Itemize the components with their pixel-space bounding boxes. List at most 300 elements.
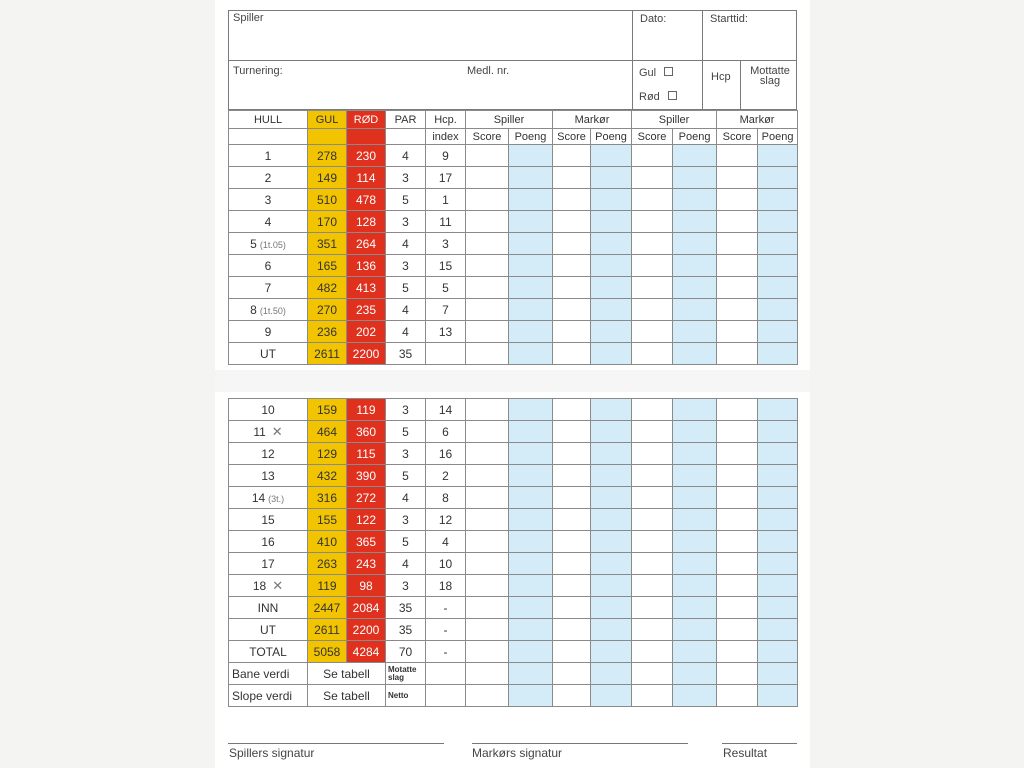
hole-number-cell (229, 553, 308, 575)
poeng-cell[interactable] (591, 487, 632, 509)
hole-number: 12 (261, 446, 275, 461)
total-row (229, 619, 798, 641)
score-cell[interactable] (717, 299, 758, 321)
score-cell[interactable] (553, 399, 591, 421)
hole-mark: ✕ (271, 423, 283, 439)
poeng-cell[interactable] (509, 575, 553, 597)
poeng-cell[interactable] (758, 619, 798, 641)
score-cell[interactable] (466, 553, 509, 575)
score-cell[interactable] (466, 211, 509, 233)
poeng-cell[interactable] (591, 145, 632, 167)
par-cell: 5 (386, 189, 426, 211)
poeng-cell[interactable] (509, 255, 553, 277)
poeng-cell[interactable] (509, 299, 553, 321)
poeng-cell[interactable] (673, 211, 717, 233)
score-cell[interactable] (632, 399, 673, 421)
score-cell[interactable] (632, 343, 673, 365)
bane-verdi-row-label: Bane verdi (229, 663, 308, 685)
hole-number: 6 (264, 258, 272, 273)
score-cell[interactable] (466, 619, 509, 641)
starttid-field-label: Starttid: (710, 13, 748, 25)
score-cell[interactable] (717, 531, 758, 553)
poeng-cell[interactable] (591, 277, 632, 299)
poeng-cell[interactable] (591, 685, 632, 707)
score-cell[interactable] (466, 575, 509, 597)
score-cell[interactable] (553, 619, 591, 641)
poeng-cell[interactable] (758, 487, 798, 509)
poeng-cell[interactable] (591, 255, 632, 277)
score-cell[interactable] (553, 531, 591, 553)
poeng-cell[interactable] (758, 321, 798, 343)
score-cell[interactable] (632, 255, 673, 277)
rod-checkbox[interactable] (668, 91, 677, 100)
gul-length-cell: 129 (308, 443, 347, 465)
poeng-cell[interactable] (591, 189, 632, 211)
poeng-cell[interactable] (509, 553, 553, 575)
score-cell[interactable] (717, 145, 758, 167)
score-cell[interactable] (717, 399, 758, 421)
poeng-cell[interactable] (591, 211, 632, 233)
poeng-cell[interactable] (673, 597, 717, 619)
hole-row (229, 321, 798, 343)
score-cell[interactable] (553, 575, 591, 597)
score-cell[interactable] (553, 641, 591, 663)
poeng-cell[interactable] (673, 443, 717, 465)
poeng-cell[interactable] (673, 619, 717, 641)
score-cell[interactable] (553, 211, 591, 233)
slope-verdi-row-label: Slope verdi (229, 685, 308, 707)
score-cell[interactable] (717, 421, 758, 443)
bane-verdi-row-note: Motatte slag (386, 663, 426, 685)
poeng-cell[interactable] (758, 167, 798, 189)
hole-number: 14 (251, 490, 266, 505)
score-cell[interactable] (466, 663, 509, 685)
hole-number-cell (229, 465, 308, 487)
poeng-cell[interactable] (758, 443, 798, 465)
poeng-cell[interactable] (673, 553, 717, 575)
hole-number-cell (229, 509, 308, 531)
poeng-cell[interactable] (673, 343, 717, 365)
score-cell[interactable] (466, 167, 509, 189)
poeng-cell[interactable] (509, 321, 553, 343)
poeng-cell[interactable] (758, 465, 798, 487)
score-cell[interactable] (632, 167, 673, 189)
gul-checkbox[interactable] (664, 67, 673, 76)
score-cell[interactable] (717, 233, 758, 255)
poeng-cell[interactable] (591, 321, 632, 343)
slope-verdi-row-value: Se tabell (308, 685, 386, 707)
score-cell[interactable] (466, 421, 509, 443)
column-header-row (229, 111, 798, 129)
score-cell[interactable] (553, 233, 591, 255)
score-cell[interactable] (717, 321, 758, 343)
poeng-cell[interactable] (758, 685, 798, 707)
hole-mark: ✕ (272, 577, 284, 593)
poeng-cell[interactable] (591, 509, 632, 531)
gul-length-cell: 119 (308, 575, 347, 597)
hcp-index-cell: 15 (426, 255, 466, 277)
score-cell[interactable] (717, 597, 758, 619)
hole-number: 17 (261, 556, 275, 571)
poeng-cell[interactable] (591, 641, 632, 663)
score-cell[interactable] (632, 211, 673, 233)
total-label-cell: TOTAL (229, 641, 308, 663)
score-cell[interactable] (553, 685, 591, 707)
rod-label: Rød (639, 91, 660, 103)
col-score: Score (717, 129, 758, 145)
poeng-cell[interactable] (591, 233, 632, 255)
col-markor-2: Markør (717, 111, 798, 129)
col-score: Score (466, 129, 509, 145)
hole-number-cell (229, 189, 308, 211)
score-cell[interactable] (632, 299, 673, 321)
par-cell: 3 (386, 399, 426, 421)
gul-length-cell: 270 (308, 299, 347, 321)
gul-length-cell: 316 (308, 487, 347, 509)
rod-total-cell: 2200 (347, 619, 386, 641)
poeng-cell[interactable] (673, 189, 717, 211)
score-cell[interactable] (466, 145, 509, 167)
poeng-cell[interactable] (758, 553, 798, 575)
hole-number: 3 (264, 192, 272, 207)
poeng-cell[interactable] (673, 465, 717, 487)
score-cell[interactable] (632, 641, 673, 663)
score-cell[interactable] (553, 145, 591, 167)
poeng-cell[interactable] (758, 343, 798, 365)
hcp-index-cell: 3 (426, 233, 466, 255)
poeng-cell[interactable] (758, 575, 798, 597)
score-cell[interactable] (553, 465, 591, 487)
poeng-cell[interactable] (509, 167, 553, 189)
score-cell[interactable] (632, 619, 673, 641)
poeng-cell[interactable] (758, 211, 798, 233)
hole-number: 13 (261, 468, 275, 483)
score-cell[interactable] (717, 553, 758, 575)
poeng-cell[interactable] (758, 509, 798, 531)
poeng-cell[interactable] (509, 343, 553, 365)
poeng-cell[interactable] (673, 509, 717, 531)
poeng-cell[interactable] (758, 399, 798, 421)
front-nine-table (228, 110, 798, 365)
score-cell[interactable] (553, 597, 591, 619)
score-cell[interactable] (632, 321, 673, 343)
poeng-cell[interactable] (591, 531, 632, 553)
poeng-cell[interactable] (509, 465, 553, 487)
score-cell[interactable] (717, 465, 758, 487)
poeng-cell[interactable] (509, 211, 553, 233)
poeng-cell[interactable] (758, 277, 798, 299)
poeng-cell[interactable] (591, 399, 632, 421)
poeng-cell[interactable] (591, 465, 632, 487)
col-index: index (426, 129, 466, 145)
score-cell[interactable] (466, 487, 509, 509)
hole-row (229, 465, 798, 487)
score-cell[interactable] (466, 685, 509, 707)
score-cell[interactable] (717, 277, 758, 299)
score-cell[interactable] (466, 255, 509, 277)
par-cell: 5 (386, 465, 426, 487)
hole-number: 10 (261, 402, 275, 417)
score-cell[interactable] (632, 443, 673, 465)
poeng-cell[interactable] (591, 443, 632, 465)
score-cell[interactable] (466, 343, 509, 365)
score-cell[interactable] (632, 685, 673, 707)
col-par: PAR (386, 111, 426, 129)
par-cell: 3 (386, 509, 426, 531)
score-cell[interactable] (632, 575, 673, 597)
score-cell[interactable] (717, 255, 758, 277)
mottatte-slag-label: Mottatte slag (750, 65, 790, 87)
score-cell[interactable] (553, 189, 591, 211)
poeng-cell[interactable] (509, 685, 553, 707)
poeng-cell[interactable] (758, 663, 798, 685)
hole-row (229, 509, 798, 531)
score-cell[interactable] (717, 443, 758, 465)
gul-length-cell: 155 (308, 509, 347, 531)
score-cell[interactable] (553, 167, 591, 189)
col-score: Score (553, 129, 591, 145)
score-cell[interactable] (632, 233, 673, 255)
poeng-cell[interactable] (509, 663, 553, 685)
score-cell[interactable] (717, 641, 758, 663)
poeng-cell[interactable] (509, 619, 553, 641)
poeng-cell[interactable] (758, 299, 798, 321)
par-cell: 3 (386, 443, 426, 465)
hole-row (229, 531, 798, 553)
gul-length-cell: 149 (308, 167, 347, 189)
total-row (229, 597, 798, 619)
rod-total-cell: 2084 (347, 597, 386, 619)
gul-length-cell: 510 (308, 189, 347, 211)
poeng-cell[interactable] (509, 277, 553, 299)
poeng-cell[interactable] (509, 145, 553, 167)
score-cell[interactable] (717, 167, 758, 189)
rod-length-cell: 413 (347, 277, 386, 299)
score-cell[interactable] (717, 619, 758, 641)
score-cell[interactable] (717, 685, 758, 707)
column-subheader-row (229, 129, 798, 145)
score-cell[interactable] (553, 443, 591, 465)
poeng-cell[interactable] (673, 167, 717, 189)
par-cell: 4 (386, 553, 426, 575)
rod-length-cell: 365 (347, 531, 386, 553)
score-cell[interactable] (632, 553, 673, 575)
gul-length-cell: 410 (308, 531, 347, 553)
poeng-cell[interactable] (673, 531, 717, 553)
poeng-cell[interactable] (591, 167, 632, 189)
hcp-index-cell: 1 (426, 189, 466, 211)
score-cell[interactable] (717, 487, 758, 509)
poeng-cell[interactable] (673, 663, 717, 685)
col-spiller-1: Spiller (466, 111, 553, 129)
poeng-cell[interactable] (673, 145, 717, 167)
poeng-cell[interactable] (673, 321, 717, 343)
rod-checkbox-row[interactable] (639, 91, 677, 103)
rod-total-cell: 4284 (347, 641, 386, 663)
hcp-total-cell (426, 343, 466, 365)
par-cell: 3 (386, 167, 426, 189)
score-cell[interactable] (553, 255, 591, 277)
hole-row (229, 421, 798, 443)
poeng-cell[interactable] (758, 189, 798, 211)
score-cell[interactable] (632, 189, 673, 211)
hole-row (229, 277, 798, 299)
poeng-cell[interactable] (509, 421, 553, 443)
score-cell[interactable] (632, 531, 673, 553)
hole-number: 16 (261, 534, 275, 549)
back-nine-table (228, 398, 798, 707)
score-cell[interactable] (466, 443, 509, 465)
score-cell[interactable] (466, 321, 509, 343)
score-cell[interactable] (717, 343, 758, 365)
poeng-cell[interactable] (673, 641, 717, 663)
score-cell[interactable] (466, 641, 509, 663)
score-cell[interactable] (466, 597, 509, 619)
poeng-cell[interactable] (591, 343, 632, 365)
score-cell[interactable] (632, 509, 673, 531)
total-row (229, 641, 798, 663)
score-cell[interactable] (717, 509, 758, 531)
poeng-cell[interactable] (509, 641, 553, 663)
rod-length-cell: 360 (347, 421, 386, 443)
poeng-cell[interactable] (758, 597, 798, 619)
score-cell[interactable] (553, 277, 591, 299)
poeng-cell[interactable] (509, 487, 553, 509)
poeng-cell[interactable] (673, 233, 717, 255)
score-cell[interactable] (466, 399, 509, 421)
poeng-cell[interactable] (673, 421, 717, 443)
score-cell[interactable] (632, 277, 673, 299)
gul-length-cell: 464 (308, 421, 347, 443)
bane-verdi-row (229, 663, 798, 685)
par-cell: 4 (386, 233, 426, 255)
poeng-cell[interactable] (673, 685, 717, 707)
score-cell[interactable] (717, 211, 758, 233)
par-cell: 5 (386, 421, 426, 443)
score-cell[interactable] (553, 343, 591, 365)
score-cell[interactable] (632, 465, 673, 487)
score-cell[interactable] (553, 553, 591, 575)
hcp-index-cell: 2 (426, 465, 466, 487)
poeng-cell[interactable] (509, 399, 553, 421)
poeng-cell[interactable] (758, 641, 798, 663)
rod-length-cell: 390 (347, 465, 386, 487)
hole-number-cell (229, 443, 308, 465)
score-cell[interactable] (553, 663, 591, 685)
hole-row (229, 299, 798, 321)
scorecard (215, 0, 810, 768)
poeng-cell[interactable] (758, 421, 798, 443)
poeng-cell[interactable] (591, 553, 632, 575)
poeng-cell[interactable] (509, 597, 553, 619)
hole-row (229, 233, 798, 255)
poeng-cell[interactable] (591, 421, 632, 443)
hcp-index-cell: 7 (426, 299, 466, 321)
score-cell[interactable] (632, 145, 673, 167)
poeng-cell[interactable] (591, 575, 632, 597)
poeng-cell[interactable] (758, 255, 798, 277)
hole-number: 15 (261, 512, 275, 527)
score-cell[interactable] (553, 487, 591, 509)
score-cell[interactable] (717, 189, 758, 211)
poeng-cell[interactable] (673, 487, 717, 509)
score-cell[interactable] (553, 299, 591, 321)
spiller-signature-label: Spillers signatur (229, 746, 315, 760)
poeng-cell[interactable] (673, 255, 717, 277)
gul-checkbox-row[interactable] (639, 67, 673, 79)
poeng-cell[interactable] (758, 531, 798, 553)
hole-number-cell (229, 399, 308, 421)
poeng-cell[interactable] (591, 663, 632, 685)
hole-row (229, 211, 798, 233)
gul-length-cell: 165 (308, 255, 347, 277)
poeng-cell[interactable] (509, 233, 553, 255)
score-cell[interactable] (466, 299, 509, 321)
score-cell[interactable] (632, 421, 673, 443)
score-cell[interactable] (553, 321, 591, 343)
hcp-field-label: Hcp (711, 71, 731, 83)
rod-length-cell: 128 (347, 211, 386, 233)
score-cell[interactable] (466, 233, 509, 255)
poeng-cell[interactable] (509, 509, 553, 531)
hole-number: 2 (264, 170, 272, 185)
score-cell[interactable] (466, 277, 509, 299)
col-poeng: Poeng (758, 129, 798, 145)
hole-number: 18 (252, 578, 267, 593)
par-cell: 5 (386, 531, 426, 553)
poeng-cell[interactable] (509, 443, 553, 465)
col-score: Score (632, 129, 673, 145)
score-cell[interactable] (717, 575, 758, 597)
poeng-cell[interactable] (591, 299, 632, 321)
hcp-index-cell: 12 (426, 509, 466, 531)
poeng-cell[interactable] (758, 145, 798, 167)
hole-note: (1t.05) (259, 239, 286, 250)
score-cell[interactable] (632, 663, 673, 685)
hole-number-cell (229, 211, 308, 233)
rod-length-cell: 235 (347, 299, 386, 321)
poeng-cell[interactable] (673, 399, 717, 421)
score-cell[interactable] (632, 487, 673, 509)
score-cell[interactable] (632, 597, 673, 619)
score-cell[interactable] (466, 189, 509, 211)
hcp-index-cell: 17 (426, 167, 466, 189)
hole-number-cell (229, 575, 308, 597)
fold-gap (215, 370, 810, 392)
score-cell[interactable] (466, 531, 509, 553)
poeng-cell[interactable] (591, 597, 632, 619)
poeng-cell[interactable] (758, 233, 798, 255)
gul-label: Gul (639, 67, 657, 79)
col-gul: GUL (308, 111, 347, 129)
hole-number: 5 (250, 236, 257, 251)
poeng-cell[interactable] (509, 189, 553, 211)
hcp-total-cell: - (426, 619, 466, 641)
score-cell[interactable] (553, 509, 591, 531)
score-cell[interactable] (466, 465, 509, 487)
score-cell[interactable] (466, 509, 509, 531)
hcp-total-cell: - (426, 641, 466, 663)
poeng-cell[interactable] (673, 277, 717, 299)
hcp-index-cell: 10 (426, 553, 466, 575)
poeng-cell[interactable] (673, 299, 717, 321)
poeng-cell[interactable] (673, 575, 717, 597)
score-cell[interactable] (553, 421, 591, 443)
poeng-cell[interactable] (509, 531, 553, 553)
total-label-cell: UT (229, 343, 308, 365)
poeng-cell[interactable] (591, 619, 632, 641)
score-cell[interactable] (717, 663, 758, 685)
